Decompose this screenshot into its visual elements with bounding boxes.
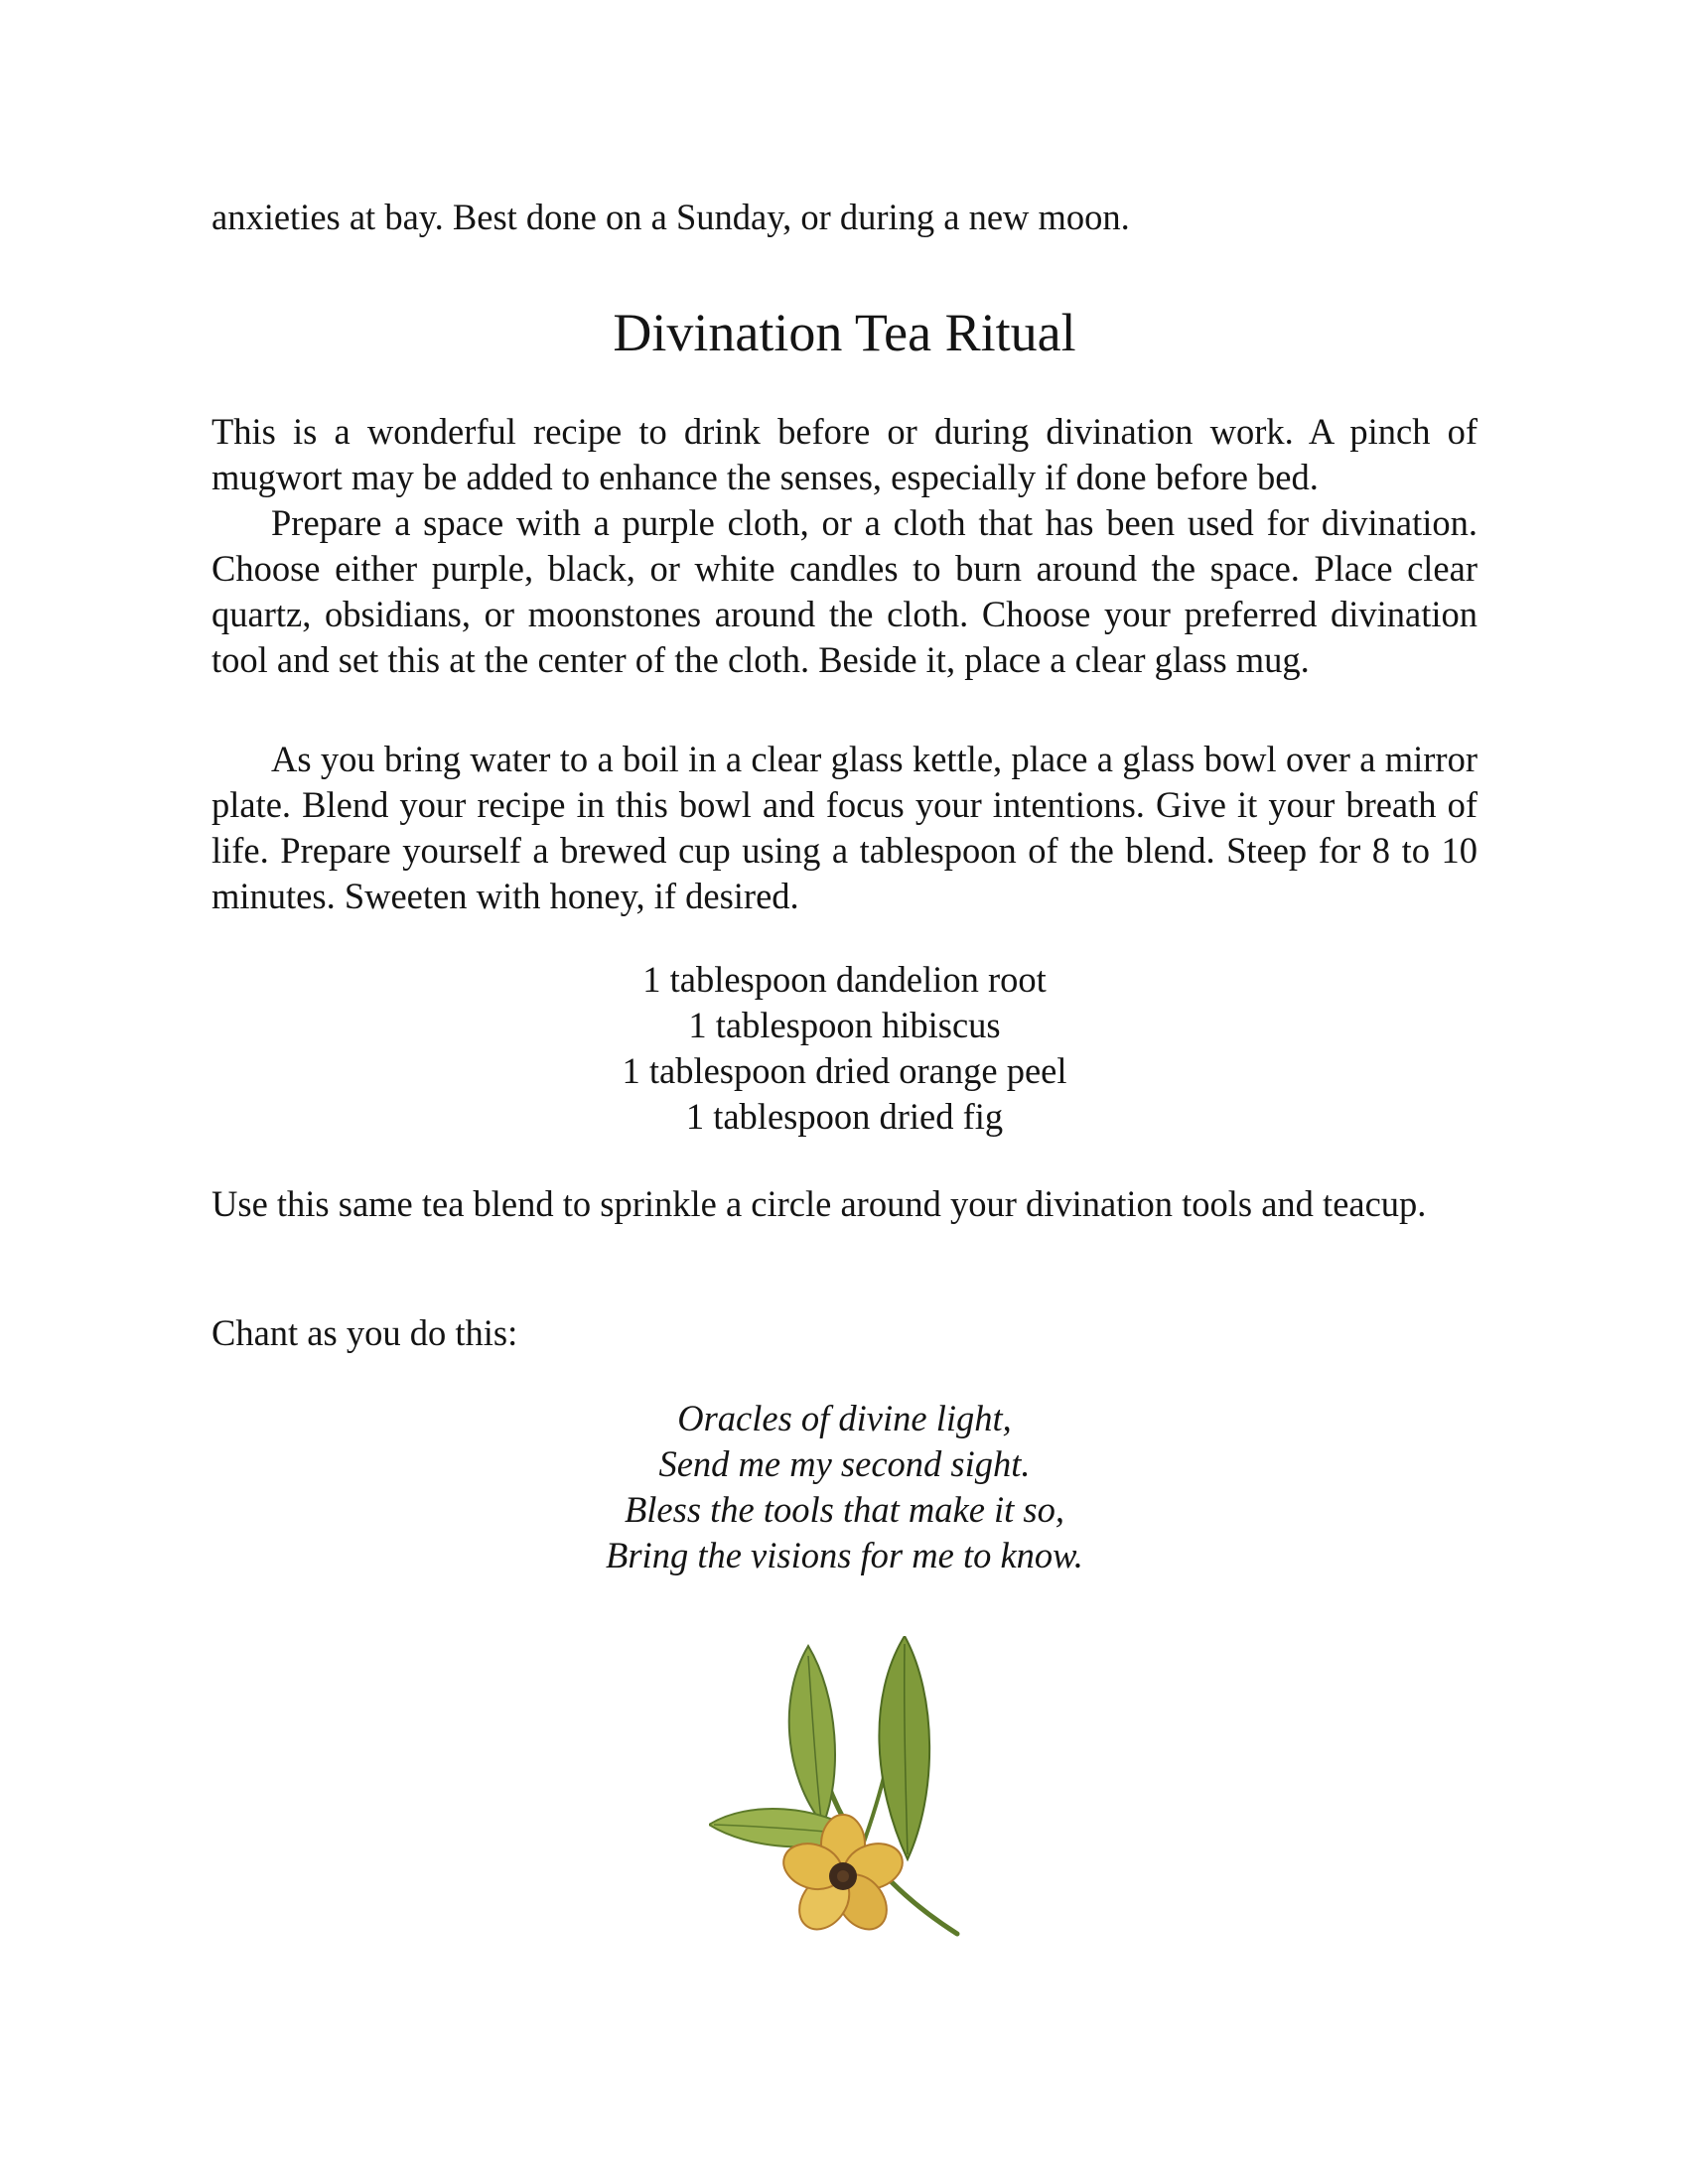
recipe-item: 1 tablespoon dandelion root [642,959,1047,1000]
chant-line: Bless the tools that make it so, [624,1489,1065,1530]
section-title: Divination Tea Ritual [613,303,1076,362]
brewing-paragraph: As you bring water to a boil in a clear glass kettle, place a glass bowl over a mirror plate. Blend your recipe in this bowl and focus your intentions. Give it your breath of life. Prepare yourself a brewed cup using a tablespoon of the blend. Steep for 8 to 10 minutes. Sweeten with honey, if desired. [211,739,1477,916]
preparation-paragraph: Prepare a space with a purple cloth, or a cloth that has been used for divination. Choose either purple, black, or white candles to burn around the space. Place clear quartz, obsidians, or moonstones around the cloth. Choose your preferred divination tool and set this at the center of the cloth. Beside it, place a clear glass mug. [211,502,1477,680]
recipe-item: 1 tablespoon dried orange peel [622,1050,1067,1091]
after-recipe-paragraph: Use this same tea blend to sprinkle a circle around your divination tools and teacup. [211,1183,1427,1224]
chant-line: Send me my second sight. [658,1443,1031,1484]
recipe-item: 1 tablespoon dried fig [685,1096,1004,1137]
recipe-item: 1 tablespoon hibiscus [688,1005,1001,1045]
recipe-list [211,957,1477,1140]
chant-verse [211,1396,1477,1578]
flower-sprig-icon [709,1636,967,1944]
chant-line: Oracles of divine light, [677,1398,1012,1438]
chant-line: Bring the visions for me to know. [606,1535,1083,1575]
intro-paragraph: This is a wonderful recipe to drink before or during divination work. A pinch of mugwort may be added to enhance the senses, especially if done before bed. [211,411,1477,497]
lead-text: anxieties at bay. Best done on a Sunday, or during a new moon. [211,197,1130,237]
chant-intro: Chant as you do this: [211,1312,518,1353]
